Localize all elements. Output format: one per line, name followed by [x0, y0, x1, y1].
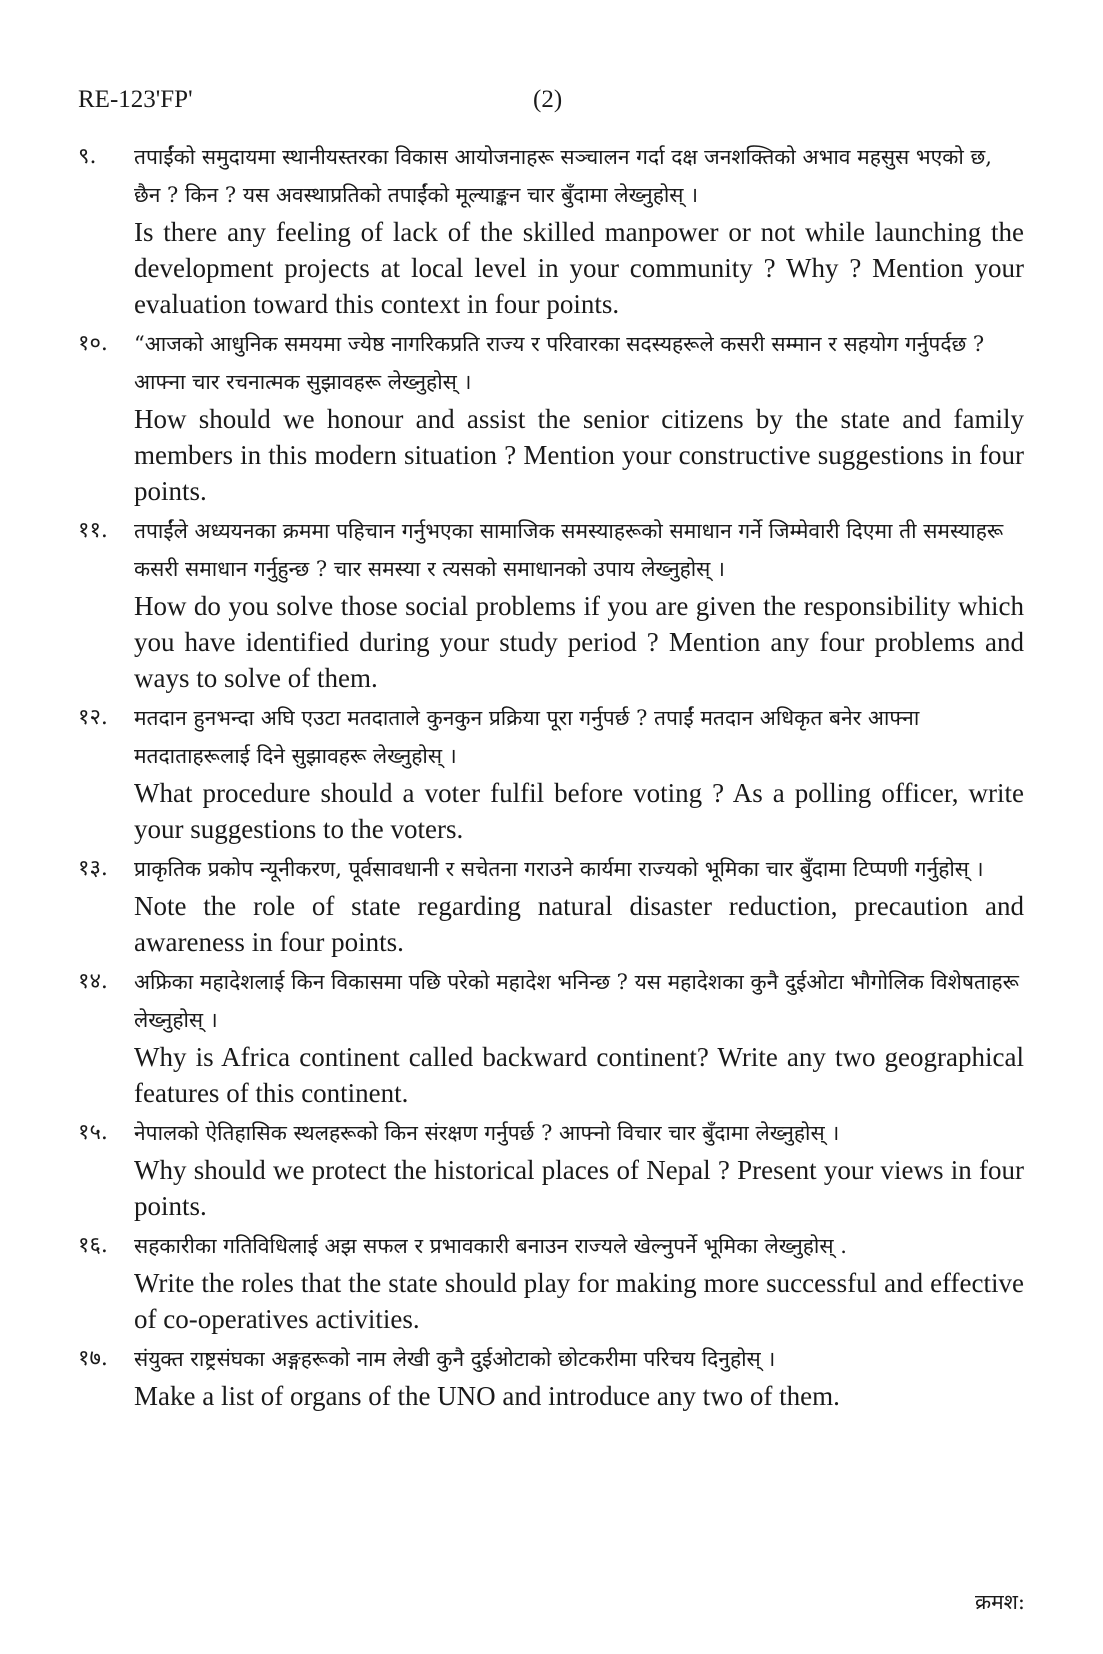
question-text-nepali: मतदान हुनभन्दा अघि एउटा मतदाताले कुनकुन प्रक्रिया पूरा गर्नुपर्छ ? तपाईं मतदान अधिकृत बनेर आफ्ना मतदाताहरूलाई दिने सुझावहरू लेख्नुहोस् ।	[134, 706, 920, 768]
continued-marker: क्रमश:	[974, 1590, 1025, 1614]
question-text-english: How do you solve those social problems if you are given the responsibility which you have identified during your study period ? Mention any four problems and ways to solve of them.	[134, 591, 1024, 693]
question-text-english: Why is Africa continent called backward continent? Write any two geographical features of this continent.	[134, 1042, 1024, 1108]
question-text-nepali: प्राकृतिक प्रकोप न्यूनीकरण, पूर्वसावधानी र सचेतना गराउने कार्यमा राज्यको भूमिका चार बुँदामा टिप्पणी गर्नुहोस् ।	[134, 857, 984, 881]
question-number: ११.	[78, 518, 108, 543]
question-number: १३.	[78, 856, 108, 881]
exam-code: RE-123'FP'	[78, 86, 193, 113]
question-text-english: Note the role of state regarding natural disaster reduction, precaution and awareness in four points.	[134, 891, 1024, 957]
question-text-nepali: सहकारीका गतिविधिलाई अझ सफल र प्रभावकारी बनाउन राज्यले खेल्नुपर्ने भूमिका लेख्नुहोस् .	[134, 1234, 847, 1258]
page-header	[78, 86, 1038, 126]
question-text-nepali: तपाईंको समुदायमा स्थानीयस्तरका विकास आयोजनाहरू सञ्चालन गर्दा दक्ष जनशक्तिको अभाव महसुस भएको छ, छैन ? किन ? यस अवस्थाप्रतिको तपाईंको मूल्याङ्कन चार बुँदामा लेख्नुहोस् ।	[134, 145, 992, 207]
question-text-nepali: संयुक्त राष्ट्रसंघका अङ्गहरूको नाम लेखी कुनै दुईओटाको छोटकरीमा परिचय दिनुहोस् ।	[134, 1347, 776, 1371]
question-item	[78, 699, 1024, 847]
question-number: ९.	[78, 144, 97, 169]
question-text-nepali: “आजको आधुनिक समयमा ज्येष्ठ नागरिकप्रति राज्य र परिवारका सदस्यहरूले कसरी सम्मान र सहयोग गर्नुपर्दछ ? आफ्ना चार रचनात्मक सुझावहरू लेख्नुहोस् ।	[134, 332, 985, 394]
question-text-english: What procedure should a voter fulfil before voting ? As a polling officer, write your suggestions to the voters.	[134, 778, 1024, 844]
page-number: (2)	[533, 86, 563, 113]
question-number: १२.	[78, 705, 108, 730]
question-text-english: Write the roles that the state should play for making more successful and effective of co-operatives activities.	[134, 1268, 1024, 1334]
question-item	[78, 1114, 1024, 1224]
question-item	[78, 1340, 1024, 1414]
question-number: १७.	[78, 1346, 108, 1371]
question-text-english: Why should we protect the historical places of Nepal ? Present your views in four points.	[134, 1155, 1024, 1221]
question-text-english: Is there any feeling of lack of the skilled manpower or not while launching the development projects at local level in your community ? Why ? Mention your evaluation toward this context in four points.	[134, 217, 1024, 319]
question-item	[78, 325, 1024, 509]
question-item	[78, 512, 1024, 696]
question-list	[78, 138, 1024, 1417]
question-number: १५.	[78, 1120, 108, 1145]
question-item	[78, 1227, 1024, 1337]
question-item	[78, 138, 1024, 322]
question-item	[78, 850, 1024, 960]
question-text-nepali: तपाईंले अध्ययनका क्रममा पहिचान गर्नुभएका सामाजिक समस्याहरूको समाधान गर्ने जिम्मेवारी दिएमा ती समस्याहरू कसरी समाधान गर्नुहुन्छ ? चार समस्या र त्यसको समाधानको उपाय लेख्नुहोस् ।	[134, 519, 1004, 581]
question-text-english: How should we honour and assist the senior citizens by the state and family members in this modern situation ? Mention your constructive suggestions in four points.	[134, 404, 1024, 506]
question-text-nepali: अफ्रिका महादेशलाई किन विकासमा पछि परेको महादेश भनिन्छ ? यस महादेशका कुनै दुईओटा भौगोलिक विशेषताहरू लेख्नुहोस् ।	[134, 970, 1019, 1032]
question-number: १०.	[78, 331, 108, 356]
question-number: १४.	[78, 969, 108, 994]
question-number: १६.	[78, 1233, 108, 1258]
question-text-english: Make a list of organs of the UNO and introduce any two of them.	[134, 1381, 840, 1411]
question-text-nepali: नेपालको ऐतिहासिक स्थलहरूको किन संरक्षण गर्नुपर्छ ? आफ्नो विचार चार बुँदामा लेख्नुहोस् ।	[134, 1121, 840, 1145]
question-item	[78, 963, 1024, 1111]
